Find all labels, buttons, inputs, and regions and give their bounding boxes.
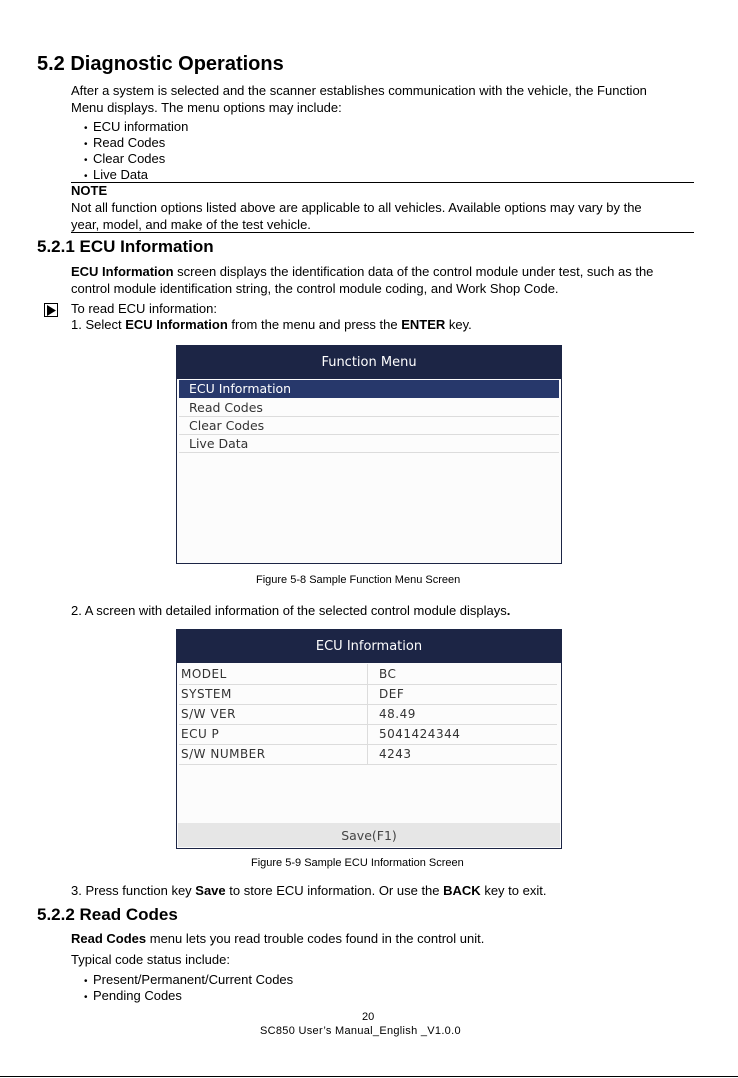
step-1-b: from the menu and press the [227, 317, 402, 332]
function-menu-title: Function Menu [177, 346, 561, 379]
bullet-clear-codes: • Clear Codes [84, 151, 165, 169]
procedure-play-icon [44, 303, 58, 317]
ecu-info-desc-rest: screen displays the identification data of the control module under test, such as the [173, 264, 654, 279]
row-label: SYSTEM [181, 687, 232, 701]
procedure-intro: To read ECU information: [71, 301, 217, 316]
figure-5-9-caption: Figure 5-9 Sample ECU Information Screen [251, 857, 464, 869]
read-codes-desc-bold: Read Codes [71, 931, 147, 946]
read-codes-description [71, 931, 484, 946]
section-title-5-2-1: 5.2.1 ECU Information [37, 237, 214, 256]
step-1 [71, 317, 472, 332]
ecu-info-desc-line-2: control module identification string, the control module coding, and Work Shop Code. [71, 281, 559, 296]
row-label: MODEL [181, 667, 227, 681]
menu-item-live-data[interactable]: Live Data [179, 435, 559, 453]
bullet-ecu-information: • ECU information [84, 119, 188, 137]
bullet-pending-codes: • Pending Codes [84, 988, 182, 1006]
menu-item-ecu-information[interactable]: ECU Information [179, 380, 559, 398]
bullet-read-codes: • Read Codes [84, 135, 165, 153]
ecu-information-title: ECU Information [177, 630, 561, 663]
intro-paragraph [71, 82, 647, 116]
row-value: 4243 [379, 747, 412, 761]
ecu-information-screen [176, 629, 562, 849]
table-row [179, 704, 557, 725]
menu-item-clear-codes[interactable]: Clear Codes [179, 417, 559, 435]
ecu-info-desc-bold: ECU Information [71, 264, 174, 279]
section-title-5-2: 5.2 Diagnostic Operations [37, 53, 284, 75]
bullet-live-data: • Live Data [84, 167, 148, 185]
intro-line-2: Menu displays. The menu options may include: [71, 100, 342, 115]
row-value: BC [379, 667, 397, 681]
table-row [179, 684, 557, 705]
ecu-info-description [71, 263, 653, 297]
note-line-1: Not all function options listed above are applicable to all vehicles. Available options may vary by the [71, 200, 642, 215]
step-3-b: to store ECU information. Or use the [225, 883, 444, 898]
step-2-dot: . [506, 603, 511, 618]
code-status-intro: Typical code status include: [71, 952, 230, 967]
menu-item-read-codes[interactable]: Read Codes [179, 399, 559, 417]
row-value: 5041424344 [379, 727, 461, 741]
page-number: 20 [362, 1011, 375, 1023]
note-top-rule [71, 182, 694, 183]
row-label: S/W VER [181, 707, 236, 721]
step-3-bold-save: Save [195, 883, 226, 898]
page-bottom-rule [0, 1076, 738, 1077]
note-line-2: year, model, and make of the test vehicle. [71, 217, 311, 232]
step-1-bold-ecu: ECU Information [125, 317, 228, 332]
note-heading: NOTE [71, 183, 108, 198]
bullet-present-codes: • Present/Permanent/Current Codes [84, 972, 293, 990]
table-row [179, 664, 557, 685]
intro-line-1: After a system is selected and the scanner establishes communication with the vehicle, the Function [71, 83, 647, 98]
step-2 [71, 603, 510, 618]
step-3-c: key to exit. [480, 883, 547, 898]
step-1-a: 1. Select [71, 317, 126, 332]
note-text [71, 199, 642, 233]
section-title-5-2-2: 5.2.2 Read Codes [37, 905, 178, 924]
table-row [179, 744, 557, 765]
figure-5-8-caption: Figure 5-8 Sample Function Menu Screen [256, 574, 461, 586]
step-3-bold-back: BACK [443, 883, 481, 898]
row-value: 48.49 [379, 707, 416, 721]
manual-name: SC850 User’s Manual_English _V1.0.0 [260, 1025, 461, 1037]
note-bottom-rule [71, 232, 694, 233]
step-2-text: 2. A screen with detailed information of the selected control module displays [71, 603, 507, 618]
read-codes-desc-rest: menu lets you read trouble codes found in the control unit. [146, 931, 485, 946]
row-label: S/W NUMBER [181, 747, 266, 761]
row-label: ECU P [181, 727, 220, 741]
step-1-bold-enter: ENTER [401, 317, 446, 332]
step-3-a: 3. Press function key [71, 883, 196, 898]
table-row [179, 724, 557, 745]
save-button[interactable]: Save(F1) [178, 823, 560, 847]
step-1-c: key. [445, 317, 472, 332]
step-3 [71, 883, 546, 898]
row-value: DEF [379, 687, 405, 701]
function-menu-screen [176, 345, 562, 564]
